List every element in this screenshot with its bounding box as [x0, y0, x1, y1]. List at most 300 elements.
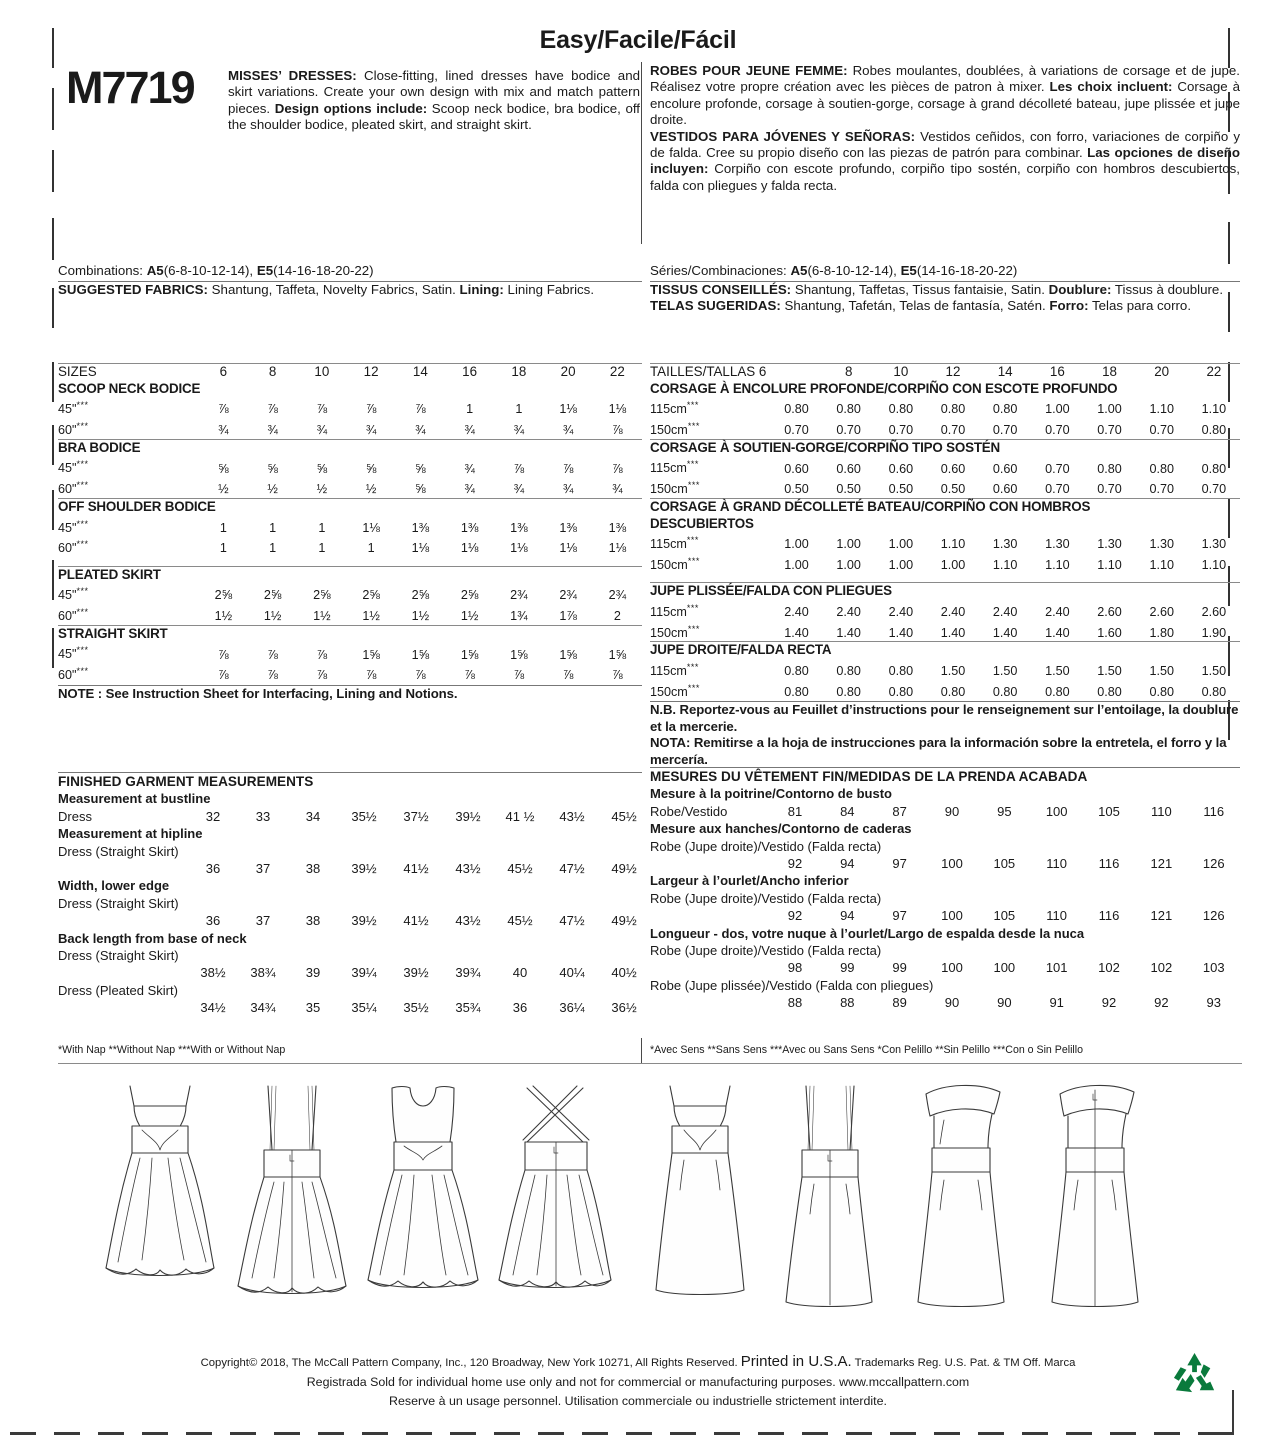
yardage-value: 2.40 — [992, 604, 1018, 619]
yardage-value: 1.10 — [992, 558, 1018, 573]
measurement-group-heading: Width, lower edge — [58, 878, 170, 894]
yardage-value: 1⅛ — [608, 541, 627, 556]
combinations-fr — [650, 263, 1240, 280]
yardage-value: 0.80 — [888, 684, 914, 699]
finished-title-row — [650, 768, 1240, 785]
measurement-value: 100 — [993, 960, 1016, 976]
sizes-label: TAILLES/TALLAS 6 — [650, 364, 770, 381]
yardage-value: 2.40 — [836, 604, 861, 619]
measurement-value: 35¾ — [455, 1000, 481, 1016]
fabric-width: 115cm*** — [650, 535, 699, 552]
copyright-footer — [0, 1352, 1276, 1411]
yardage-value: 0.80 — [888, 664, 914, 679]
sizes-label: SIZES — [58, 364, 199, 381]
measurement-value: 92 — [1154, 995, 1169, 1011]
measurement-value: 94 — [840, 908, 855, 924]
registration-tick — [1228, 222, 1230, 264]
measurement-value: 39½ — [351, 861, 377, 877]
measurement-value: 39¾ — [455, 965, 481, 981]
measurement-value: 36 — [512, 1000, 528, 1016]
yardage-value: 1.40 — [1045, 625, 1070, 640]
measurement-value: 33 — [255, 808, 271, 824]
fabrics-body-es: Shantung, Tafetán, Telas de fantasía, Satén. — [780, 298, 1050, 313]
yardage-value: 1⅛ — [559, 402, 577, 417]
yardage-value: 2.40 — [1045, 604, 1070, 619]
registration-tick — [52, 560, 54, 600]
fabric-width: 150cm*** — [650, 480, 700, 497]
fabric-width: 150cm*** — [650, 682, 700, 699]
yardage-table-imperial — [58, 363, 642, 702]
measurement-value: 92 — [1101, 995, 1117, 1011]
registration-tick — [52, 628, 54, 668]
yardage-value: 1½ — [214, 609, 233, 624]
yardage-value: 1 — [269, 541, 277, 556]
size-col: 18 — [1083, 364, 1135, 381]
measurement-value: 93 — [1206, 995, 1221, 1011]
yardage-section-heading: SCOOP NECK BODICE — [58, 380, 201, 396]
yardage-value: 1.50 — [1201, 664, 1227, 679]
yardage-value: 0.60 — [784, 461, 809, 476]
measurement-value: 35½ — [351, 808, 377, 824]
measurement-group-heading: Mesure aux hanches/Contorno de caderas — [650, 821, 912, 837]
footnote-divider — [641, 1038, 642, 1064]
yardage-value: 1⅜ — [559, 520, 577, 535]
size-col: 18 — [494, 364, 543, 381]
yardage-value: ¾ — [316, 423, 328, 438]
measurement-value: 36 — [205, 913, 221, 929]
desc-fr-body2: Corsage à encolure profonde, corsage à soutien-gorge, corsage à grand décolleté bateau, jupe plissée et jupe droite. — [650, 79, 1241, 128]
measurement-group-heading: Measurement at hipline — [58, 826, 203, 842]
yardage-value: ⅞ — [267, 668, 278, 683]
yardage-value: 1 — [367, 541, 375, 556]
yardage-value: 0.80 — [940, 684, 966, 699]
yardage-value: 0.70 — [1149, 482, 1174, 497]
yardage-row — [58, 397, 642, 418]
yardage-value: 1¾ — [510, 609, 528, 624]
finished-title: FINISHED GARMENT MEASUREMENTS — [58, 774, 314, 789]
measurement-value: 98 — [787, 960, 803, 976]
registration-tick — [52, 218, 54, 260]
measurement-value: 126 — [1202, 856, 1225, 872]
description-english — [228, 68, 640, 134]
yardage-value: ⅞ — [415, 668, 426, 683]
fabric-width: 60"*** — [58, 539, 89, 556]
yardage-value: 1.30 — [992, 537, 1018, 552]
illustration-8 — [1052, 1085, 1138, 1306]
yardage-value: 0.50 — [836, 482, 861, 497]
measurement-label-row — [58, 947, 650, 964]
fabrics-body: Shantung, Taffeta, Novelty Fabrics, Satin. — [207, 281, 460, 297]
measurement-label: Dress (Pleated Skirt) — [58, 982, 178, 998]
measurement-value: 97 — [892, 856, 907, 872]
yardage-value: 2⅝ — [313, 588, 331, 603]
fabric-width: 60"*** — [58, 420, 89, 438]
copyright-line-2: Registrada Sold for individual home use only and not for commercial or manufacturing purposes. www.mccallpattern.com — [306, 1375, 970, 1389]
yardage-value: 1.80 — [1149, 625, 1174, 640]
yardage-value: 0.60 — [888, 461, 914, 476]
suggested-fabrics-fr — [650, 282, 1240, 299]
yardage-value: 1.50 — [1097, 664, 1122, 679]
yardage-value: 1.40 — [940, 625, 966, 640]
yardage-value: ¾ — [464, 482, 475, 497]
copyright-line-3: Reserve à un usage personnel. Utilisation commerciale ou industrielle strictement interdite. — [389, 1394, 887, 1408]
fabrics-body-fr: Shantung, Taffetas, Tissus fantaisie, Satin. — [791, 281, 1049, 297]
size-col: 20 — [1136, 364, 1188, 381]
measurement-label: Robe/Vestido — [650, 803, 728, 819]
yardage-value: 0.70 — [1097, 482, 1122, 497]
yardage-table-metric — [650, 363, 1240, 768]
yardage-row — [650, 418, 1240, 439]
measurement-label-row — [650, 890, 1240, 907]
footnote-french-spanish: *Avec Sens **Sans Sens ***Avec ou Sans Sens *Con Pelillo **Sin Pelillo ***Con o Sin Pelillo — [650, 1044, 1084, 1056]
combination-a5-range: (6-8-10-12-14), — [163, 263, 257, 278]
lining-heading-es: Forro: — [1049, 298, 1089, 313]
yardage-value: 1⅛ — [460, 541, 479, 556]
yardage-value: 1½ — [411, 609, 430, 624]
yardage-value: ¾ — [513, 423, 525, 438]
measurement-label-row — [650, 977, 1240, 994]
yardage-value: 2¾ — [608, 588, 627, 603]
yardage-value: 1 — [219, 520, 227, 535]
measurement-value: 39½ — [455, 808, 481, 824]
lining-body: Lining Fabrics. — [503, 281, 595, 297]
measurement-value: 92 — [787, 908, 803, 924]
yardage-value: 0.50 — [940, 482, 966, 497]
yardage-value: ⅞ — [316, 647, 328, 662]
measurement-label: Robe (Jupe droite)/Vestido (Falda recta) — [650, 838, 882, 854]
yardage-row — [58, 642, 642, 663]
measurement-value: 35¼ — [351, 1000, 377, 1016]
yardage-value: 1.00 — [888, 558, 914, 573]
measurement-group-heading: Largeur à l’ourlet/Ancho inferior — [650, 873, 849, 889]
yardage-value: 1.40 — [888, 625, 914, 640]
yardage-value: 0.50 — [784, 482, 809, 497]
measurement-value: 84 — [840, 803, 855, 819]
yardage-value: 1⅜ — [411, 520, 430, 535]
yardage-value: 1.10 — [1201, 402, 1227, 417]
yardage-value: ⅞ — [218, 647, 229, 662]
measurement-value: 47½ — [559, 913, 585, 929]
yardage-value: ⅞ — [267, 647, 278, 662]
fabric-width: 115cm*** — [650, 602, 699, 619]
finished-measurements-imperial — [58, 771, 642, 1017]
yardage-value: 2.40 — [940, 604, 966, 619]
yardage-value: ⅝ — [415, 461, 426, 476]
measurement-value: 39½ — [403, 965, 429, 981]
measurement-value: 102 — [1150, 960, 1173, 976]
yardage-value: 0.70 — [836, 423, 861, 438]
measurement-value: 87 — [892, 803, 907, 819]
measurement-value: 38½ — [200, 965, 226, 981]
yardage-value: 1 — [318, 520, 326, 535]
yardage-note-en: NOTE : See Instruction Sheet for Interfacing, Lining and Notions. — [58, 685, 458, 701]
yardage-value: ¾ — [464, 461, 475, 476]
measurement-value: 37 — [255, 861, 271, 877]
measurement-value: 34½ — [200, 1000, 226, 1016]
yardage-row — [650, 659, 1240, 680]
measurement-value: 105 — [1098, 803, 1120, 819]
yardage-value: 1.10 — [1201, 558, 1227, 573]
yardage-value: 2⅝ — [460, 588, 479, 603]
registration-tick — [52, 362, 54, 402]
size-col: 10 — [875, 364, 927, 381]
finished-measurements-metric — [650, 766, 1240, 1012]
yardage-value: 1.00 — [784, 558, 809, 573]
yardage-row — [58, 456, 642, 477]
yardage-value: 1½ — [460, 609, 479, 624]
yardage-value: ¾ — [218, 423, 229, 438]
yardage-value: 0.70 — [1201, 482, 1227, 497]
measurement-value: 35 — [305, 1000, 321, 1016]
yardage-value: 0.70 — [1045, 423, 1070, 438]
yardage-value: 0.80 — [992, 684, 1018, 699]
desc-es-body2: Corpiño con escote profundo, corpiño tipo sostén, corpiño con hombros descubiertos, falda con pliegues y falda recta. — [650, 161, 1240, 193]
yardage-value: ⅞ — [513, 668, 525, 683]
registration-tick — [52, 88, 54, 130]
yardage-value: ⅞ — [218, 402, 229, 417]
yardage-value: ⅞ — [612, 461, 623, 476]
illustration-3 — [368, 1087, 478, 1288]
yardage-value: 0.60 — [836, 461, 861, 476]
suggested-fabrics-en — [58, 282, 642, 299]
measurement-value: 110 — [1046, 856, 1068, 872]
yardage-value: 1.40 — [992, 625, 1018, 640]
yardage-value: ½ — [316, 482, 328, 497]
yardage-value: 1.50 — [992, 664, 1018, 679]
measurement-value: 47½ — [559, 861, 585, 877]
measurement-value: 49½ — [611, 913, 637, 929]
lining-body-es: Telas para corro. — [1088, 298, 1192, 313]
yardage-section-heading: CORSAGE À SOUTIEN-GORGE/CORPIÑO TIPO SOSTÉN — [650, 439, 1240, 456]
desc-es-heading: VESTIDOS PARA JÓVENES Y SEÑORAS: — [650, 128, 916, 144]
yardage-value: 1⅛ — [362, 520, 380, 535]
yardage-row — [650, 397, 1240, 418]
measurement-value: 38¾ — [250, 965, 276, 981]
yardage-section-heading: CORSAGE À ENCOLURE PROFONDE/CORPIÑO CON ESCOTE PROFUNDO — [650, 380, 1118, 396]
yardage-value: 1 — [515, 402, 523, 417]
measurement-label-row — [650, 838, 1240, 855]
yardage-value: ⅝ — [415, 482, 426, 497]
measurement-value: 41 ½ — [505, 808, 535, 824]
measurement-value: 100 — [941, 908, 963, 924]
yardage-value: 0.70 — [784, 423, 809, 438]
measurement-value: 92 — [787, 856, 803, 872]
measurement-label: Dress (Straight Skirt) — [58, 843, 179, 859]
yardage-value: 0.80 — [992, 402, 1018, 417]
yardage-row — [650, 600, 1240, 621]
yardage-section-heading: JUPE DROITE/FALDA RECTA — [650, 642, 1240, 659]
measurement-value: 94 — [840, 856, 855, 872]
cut-line — [10, 1432, 1242, 1435]
measurement-label: Robe (Jupe droite)/Vestido (Falda recta) — [650, 943, 882, 959]
measurement-value: 35½ — [403, 1000, 429, 1016]
measurement-label: Dress (Straight Skirt) — [58, 895, 179, 911]
measurement-value: 97 — [892, 908, 907, 924]
desc-fr-heading2: Les choix incluent: — [1049, 79, 1173, 95]
yardage-value: 2.40 — [888, 604, 914, 619]
yardage-value: 2⅝ — [362, 588, 380, 603]
yardage-value: 0.60 — [992, 461, 1018, 476]
yardage-value: ⅞ — [513, 461, 525, 476]
registration-tick — [52, 288, 54, 328]
measurement-group-heading: Back length from base of neck — [58, 930, 247, 946]
yardage-value: ⅞ — [562, 668, 574, 683]
registration-tick — [52, 425, 54, 465]
size-col: 6 — [199, 364, 248, 381]
yardage-value: ⅝ — [218, 461, 229, 476]
measurement-value: 38 — [305, 861, 321, 877]
yardage-value: 1⅝ — [559, 647, 577, 662]
measurement-group-heading: Mesure à la poitrine/Contorno de busto — [650, 786, 892, 802]
yardage-value: ¾ — [513, 482, 525, 497]
yardage-value: 1⅛ — [559, 541, 577, 556]
size-col: 20 — [543, 364, 592, 381]
combinations-fabrics-french-spanish — [650, 263, 1240, 315]
measurement-value: 116 — [1098, 908, 1120, 924]
yardage-value: 2.60 — [1097, 604, 1122, 619]
yardage-value: 0.50 — [888, 482, 914, 497]
measurement-row — [650, 855, 1240, 872]
measurement-row — [58, 999, 650, 1016]
measurement-value: 36¼ — [559, 1000, 585, 1016]
yardage-value: 1.10 — [1149, 558, 1174, 573]
yardage-row — [650, 621, 1240, 642]
yardage-value: 1⅝ — [460, 647, 479, 662]
measurement-value: 105 — [993, 908, 1016, 924]
measurement-value: 45½ — [507, 913, 533, 929]
measurement-row — [58, 808, 650, 825]
combination-e5-range: (14-16-18-20-22) — [273, 263, 374, 278]
yardage-row — [650, 553, 1240, 574]
illustration-1 — [106, 1086, 214, 1276]
yardage-value: 1.10 — [1149, 402, 1174, 417]
yardage-row — [58, 663, 642, 684]
yardage-value: 0.80 — [784, 664, 809, 679]
yardage-value: 1 — [466, 402, 474, 417]
measurement-label-row — [58, 843, 650, 860]
yardage-value: ¾ — [562, 423, 574, 438]
yardage-value: 0.70 — [992, 423, 1018, 438]
measurement-value: 45½ — [507, 861, 533, 877]
yardage-value: 0.70 — [940, 423, 966, 438]
measurement-value: 40¼ — [559, 965, 585, 981]
trademark-text: Trademarks Reg. U.S. Pat. & TM Off. Marca — [851, 1357, 1076, 1369]
combination-a5-fr: A5 — [790, 263, 808, 278]
yardage-value: 1⅜ — [460, 520, 479, 535]
suggested-fabrics-es — [650, 298, 1240, 315]
yardage-row — [650, 477, 1240, 498]
yardage-value: 2¾ — [510, 588, 528, 603]
copyright-line-1 — [0, 1352, 1276, 1373]
yardage-value: ⅞ — [218, 668, 229, 683]
yardage-value: 1⅝ — [411, 647, 430, 662]
fabric-width: 45"*** — [58, 586, 89, 603]
measurement-value: 88 — [787, 995, 803, 1011]
yardage-value: 1.90 — [1201, 625, 1227, 640]
footnote-english: *With Nap **Without Nap ***With or Without Nap — [58, 1044, 286, 1056]
fabric-width: 115cm*** — [650, 661, 699, 679]
fabrics-heading-fr: TISSUS CONSEILLÉS: — [650, 281, 792, 297]
yardage-value: ⅞ — [562, 461, 574, 476]
yardage-row — [58, 536, 642, 557]
yardage-value: ⅝ — [267, 461, 278, 476]
yardage-value: 1.30 — [1045, 537, 1070, 552]
yardage-value: 2⅝ — [263, 588, 282, 603]
yardage-value: 1 — [219, 541, 227, 556]
copyright-text: Copyright© 2018, The McCall Pattern Company, Inc., 120 Broadway, New York 10271, All Rights Reserved. — [200, 1357, 741, 1369]
combination-e5: E5 — [256, 263, 274, 278]
measurement-label-row — [650, 942, 1240, 959]
yardage-value: ¾ — [612, 482, 623, 497]
measurement-value: 41½ — [403, 913, 429, 929]
measurement-value: 90 — [944, 803, 960, 819]
yardage-section-heading: BRA BODICE — [58, 439, 642, 456]
measurement-value: 101 — [1045, 960, 1068, 976]
fabric-width: 45"*** — [58, 518, 89, 535]
yardage-value: 0.80 — [888, 402, 914, 417]
yardage-value: 0.80 — [940, 402, 966, 417]
measurement-value: 110 — [1150, 803, 1172, 819]
size-col: 8 — [823, 364, 875, 381]
measurement-value: 121 — [1150, 908, 1173, 924]
desc-en-body2: Scoop neck bodice, bra bodice, off the shoulder bodice, pleated skirt, and straight skirt. — [228, 100, 640, 133]
illustration-2 — [238, 1086, 346, 1294]
corner-mark-horizontal — [1210, 1432, 1234, 1435]
yardage-value: 0.70 — [1045, 482, 1070, 497]
yardage-value: 0.60 — [992, 482, 1018, 497]
measurement-value: 43½ — [455, 861, 481, 877]
footnote-rule — [58, 1063, 1242, 1064]
yardage-value: ½ — [365, 482, 377, 497]
dress-illustrations-svg — [60, 1080, 1240, 1320]
measurement-value: 43½ — [455, 913, 481, 929]
yardage-value: 1⅜ — [608, 520, 627, 535]
yardage-row — [650, 680, 1240, 701]
yardage-value: 0.80 — [836, 664, 861, 679]
measurement-label: Dress (Straight Skirt) — [58, 948, 179, 964]
yardage-value: ⅞ — [365, 668, 377, 683]
size-col: 22 — [593, 364, 642, 381]
measurement-value: 110 — [1046, 908, 1068, 924]
measurement-value: 81 — [787, 803, 803, 819]
yardage-note-es: NOTA: Remitirse a la hoja de instrucciones para la información sobre la entretela, el forro y la mercería. — [650, 735, 1227, 767]
measurement-value: 36 — [205, 861, 221, 877]
yardage-value: ⅞ — [316, 402, 328, 417]
fabric-width: 115cm*** — [650, 400, 699, 417]
yardage-value: 1⅝ — [362, 647, 380, 662]
yardage-value: 1.40 — [836, 625, 861, 640]
measurement-value: 91 — [1049, 995, 1064, 1011]
yardage-row — [650, 532, 1240, 553]
recycle-icon — [1172, 1352, 1218, 1396]
yardage-value: 1.30 — [1097, 537, 1122, 552]
desc-fr-heading: ROBES POUR JEUNE FEMME: — [650, 63, 848, 78]
page-title: Easy/Facile/Fácil — [539, 26, 737, 54]
measurement-value: 116 — [1098, 856, 1120, 872]
yardage-value: 2 — [613, 609, 621, 624]
illustration-4 — [499, 1086, 611, 1288]
size-col: 14 — [979, 364, 1031, 381]
yardage-value: 0.80 — [1097, 684, 1122, 699]
pattern-number: M7719 — [66, 62, 194, 113]
yardage-value: 1⅝ — [510, 647, 528, 662]
yardage-header-row — [58, 364, 642, 381]
size-col: 10 — [297, 364, 346, 381]
yardage-value: 2.60 — [1201, 604, 1227, 619]
yardage-value: 2⅝ — [411, 588, 430, 603]
yardage-value: 0.80 — [836, 402, 861, 417]
fabric-width: 150cm*** — [650, 420, 700, 438]
